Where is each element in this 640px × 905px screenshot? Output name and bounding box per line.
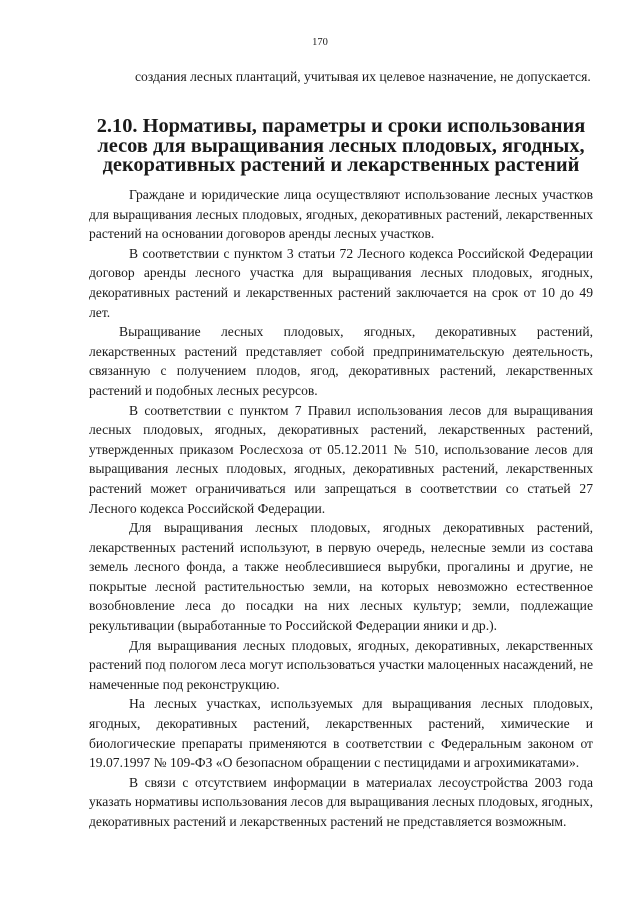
paragraph-5: Для выращивания лесных плодовых, ягодных декоративных растений, лекарственных растений используют, в первую очередь, нелесные земли из состава земель лесного фонда, а также необлесившиеся вырубки, прогалины и другие, не покрытые лесной растительностью земли, на которых невозможно естественное возобновление леса до посадки на них лесных культур; земли, подлежащие рекультивации (выработанные то Российской Федерации яники и др.).	[89, 520, 593, 634]
paragraph-1: Граждане и юридические лица осуществляют использование лесных участков для выращивания лесных плодовых, ягодных, декоративных растений, лекарственных растений на основании договоров аренды лесных участков.	[89, 187, 593, 242]
section-body	[89, 185, 593, 832]
continuation-paragraph: создания лесных плантаций, учитывая их целевое назначение, не допускается.	[135, 69, 591, 84]
page-number: 170	[312, 37, 328, 48]
paragraph-8: В связи с отсутствием информации в материалах лесоустройства 2003 года указать нормативы использования лесов для выращивания лесных плодовых, ягодных, декоративных растений и лекарственных растений не представляется возможным.	[89, 774, 593, 829]
paragraph-7: На лесных участках, используемых для выращивания лесных плодовых, ягодных, декоративных растений, лекарственных растений, химические и биологические препараты применяются в соответствии с Федеральным законом от 19.07.1997 № 109-ФЗ «О безопасном обращении с пестицидами и агрохимикатами».	[89, 696, 593, 771]
paragraph-3: Выращивание лесных плодовых, ягодных, декоративных растений, лекарственных растений представляет собой предпринимательскую деятельность, связанную с получением плодов, ягод, декоративных растений, лекарственных растений и подобных лесных ресурсов.	[89, 324, 593, 398]
paragraph-6: Для выращивания лесных плодовых, ягодных, декоративных, лекарственных растений под пологом леса могут использоваться участки малоценных насаждений, не намеченные под реконструкцию.	[89, 637, 593, 692]
paragraph-2: В соответствии с пунктом 3 статьи 72 Лесного кодекса Российской Федерации договор аренды лесного участка для выращивания лесных плодовых, ягодных, декоративных растений и лекарственных растений заключается на срок от 10 до 49 лет.	[89, 245, 593, 320]
paragraph-4: В соответствии с пунктом 7 Правил использования лесов для выращивания лесных плодовых, ягодных, декоративных растений, лекарственных растений, утвержденных приказом Рослесхоза от 05.12.2011 № 510, использование лесов для выращивания лесных плодовых, ягодных, декоративных растений, лекарственных растений может ограничиваться или запрещаться в соответствии со статьей 27 Лесного кодекса Российской Федерации.	[89, 402, 593, 516]
section-heading: 2.10. Нормативы, параметры и сроки использования лесов для выращивания лесных плодовых, ягодных, декоративных растений и лекарственных растений	[96, 115, 586, 176]
continuation-block	[89, 67, 593, 87]
